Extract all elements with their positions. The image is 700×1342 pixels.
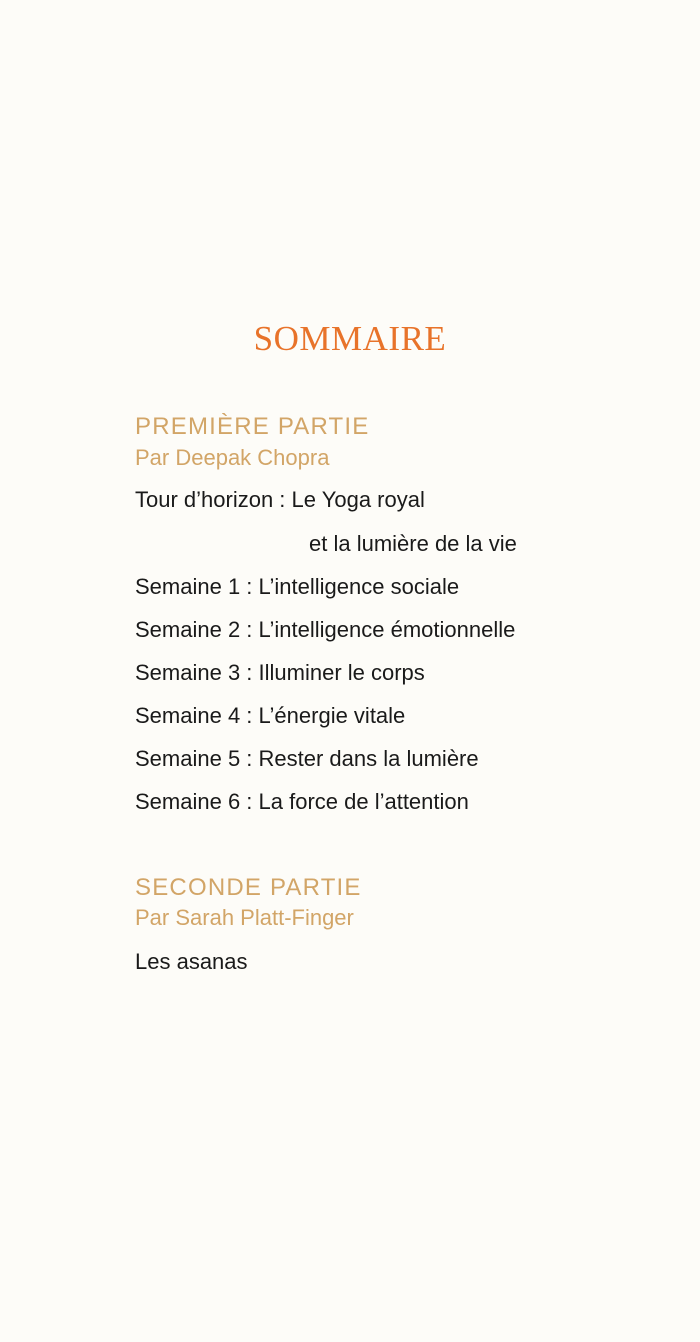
- toc-entry-continuation: et la lumière de la vie: [309, 531, 517, 556]
- toc-entry: Semaine 3 : Illuminer le corps: [135, 660, 425, 685]
- toc-entry: Semaine 6 : La force de l’attention: [135, 789, 469, 814]
- part-author: Par Sarah Platt-Finger: [135, 905, 354, 930]
- part-author: Par Deepak Chopra: [135, 445, 330, 470]
- part-heading: SECONDE PARTIE: [135, 874, 362, 901]
- toc-entry: Tour d’horizon : Le Yoga royal: [135, 487, 425, 512]
- part-heading: PREMIÈRE PARTIE: [135, 413, 370, 440]
- toc-entry: Semaine 5 : Rester dans la lumière: [135, 746, 479, 771]
- toc-entry: Les asanas: [135, 949, 248, 974]
- page-title: SOMMAIRE: [253, 319, 447, 358]
- toc-entry: Semaine 1 : L’intelligence sociale: [135, 574, 460, 599]
- toc-entry: Semaine 4 : L’énergie vitale: [135, 703, 406, 728]
- toc-entry: Semaine 2 : L’intelligence émotionnelle: [135, 617, 516, 642]
